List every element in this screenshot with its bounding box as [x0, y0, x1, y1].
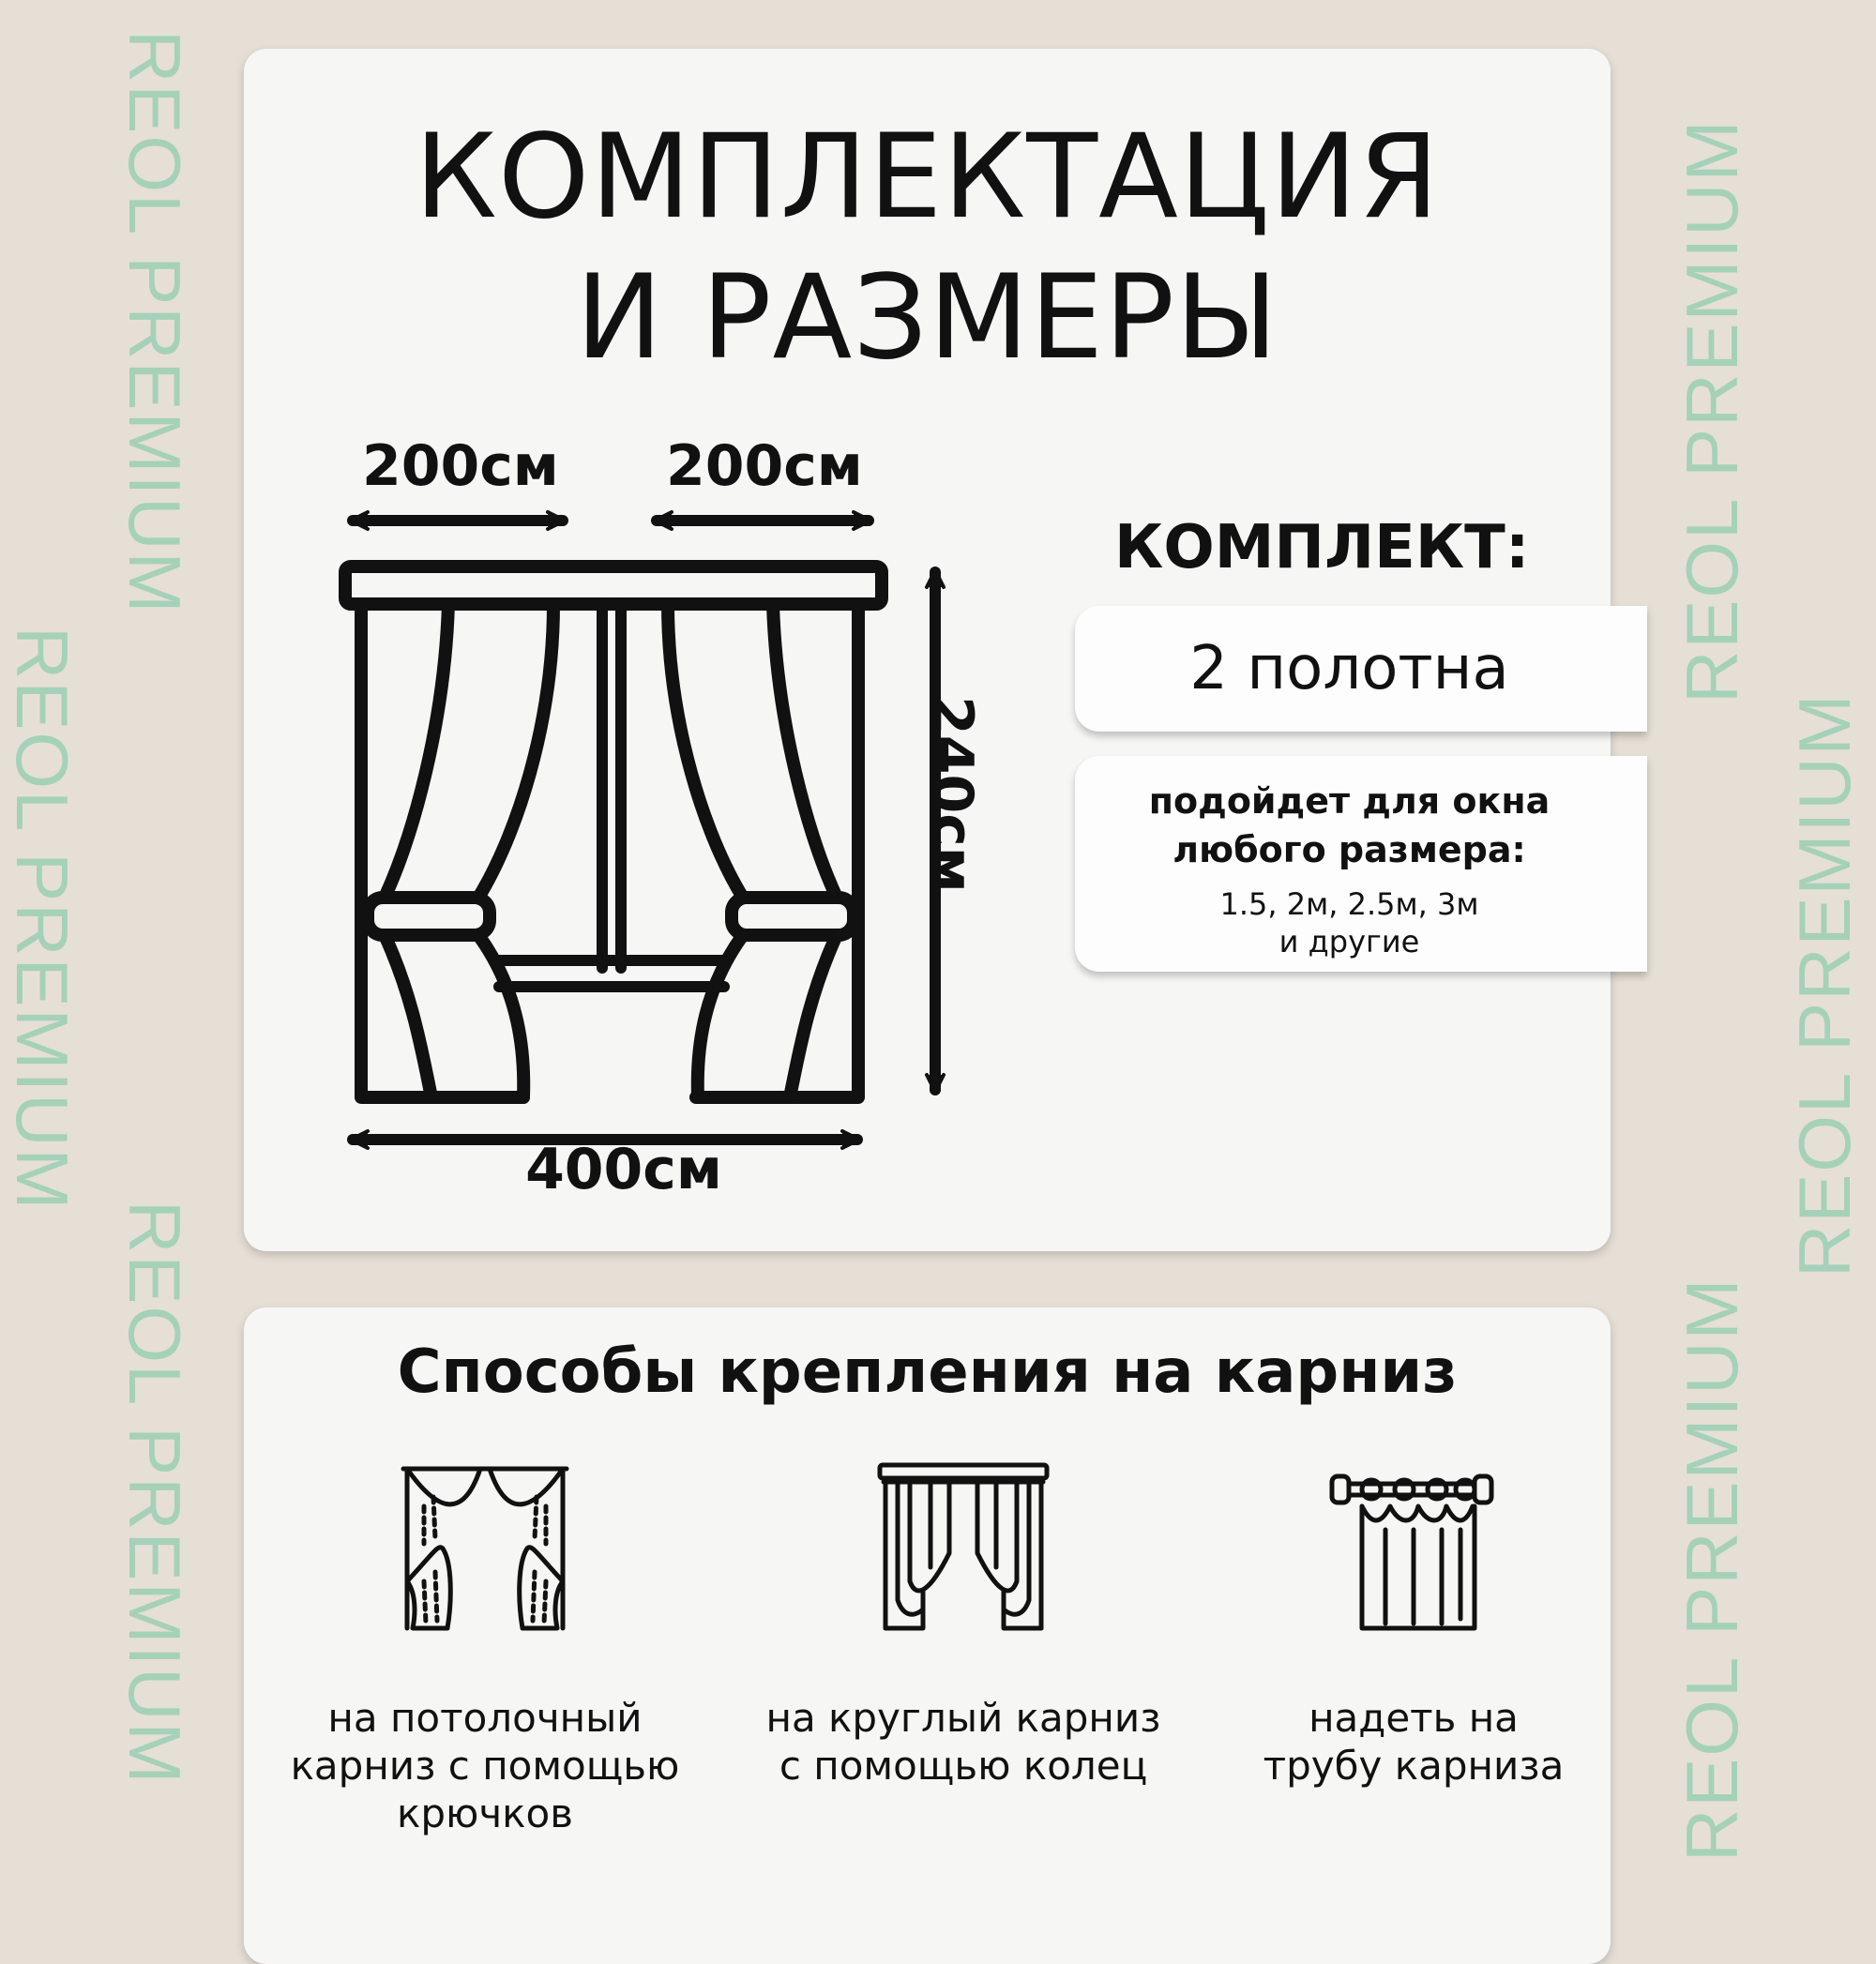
method-label-line: с помощью колец: [779, 1743, 1148, 1789]
panel-width-right-label: 200см: [666, 433, 863, 499]
method-round-rings: [743, 1459, 1184, 1790]
method-label-line: на потолочный: [327, 1695, 643, 1741]
sizes-line-1: 1.5, 2м, 2.5м, 3м: [1219, 886, 1479, 922]
method-label: [743, 1694, 1184, 1790]
kit-panels-text: 2 полотна: [1189, 634, 1509, 703]
fit-text: [1075, 777, 1624, 874]
watermark-right-1: REOL PREMIUM: [1671, 118, 1753, 703]
sizes-card: [244, 49, 1611, 1251]
sizes-line-2: и другие: [1278, 924, 1420, 959]
fit-sizes: [1075, 885, 1624, 960]
height-label: 240см: [919, 696, 985, 893]
method-label-line: карниз с помощью: [290, 1743, 680, 1789]
methods-title: Способы крепления на карниз: [397, 1337, 1458, 1407]
kit-fit-badge: [1075, 756, 1647, 972]
page-title-line-1: КОМПЛЕКТАЦИЯ: [414, 110, 1441, 245]
width-arrow-left: [351, 512, 565, 529]
cornice-pipe-icon: [1324, 1459, 1503, 1638]
method-label-line: крючков: [396, 1790, 573, 1836]
watermark-left-2: REOL PREMIUM: [1, 627, 83, 1212]
method-label: [1193, 1694, 1634, 1790]
kit-panels-badge: [1075, 606, 1647, 732]
method-label-line: трубу карниза: [1263, 1743, 1565, 1789]
method-ceiling-hooks: [265, 1459, 705, 1837]
watermark-right-2: REOL PREMIUM: [1783, 692, 1866, 1277]
fit-line-2: любого размера:: [1172, 829, 1526, 870]
watermark-right-3: REOL PREMIUM: [1671, 1277, 1753, 1862]
method-label: [265, 1694, 705, 1837]
method-label-line: надеть на: [1309, 1695, 1519, 1741]
panel-width-left-label: 200см: [362, 433, 559, 499]
fit-line-1: подойдет для окна: [1148, 780, 1551, 822]
total-width-label: 400см: [525, 1137, 722, 1202]
width-arrow-right: [655, 512, 870, 529]
method-label-line: на круглый карниз: [765, 1695, 1161, 1741]
watermark-left-1: REOL PREMIUM: [113, 30, 196, 615]
kit-title: КОМПЛЕКТ:: [1114, 513, 1530, 582]
round-cornice-rings-icon: [874, 1459, 1052, 1638]
watermark-left-3: REOL PREMIUM: [113, 1201, 196, 1786]
mounting-methods-card: [244, 1307, 1611, 1964]
cornice-bar: [345, 567, 882, 604]
page-title-line-2: И РАЗМЕРЫ: [575, 250, 1279, 385]
method-pipe: [1193, 1459, 1634, 1790]
ceiling-cornice-hooks-icon: [396, 1459, 574, 1638]
